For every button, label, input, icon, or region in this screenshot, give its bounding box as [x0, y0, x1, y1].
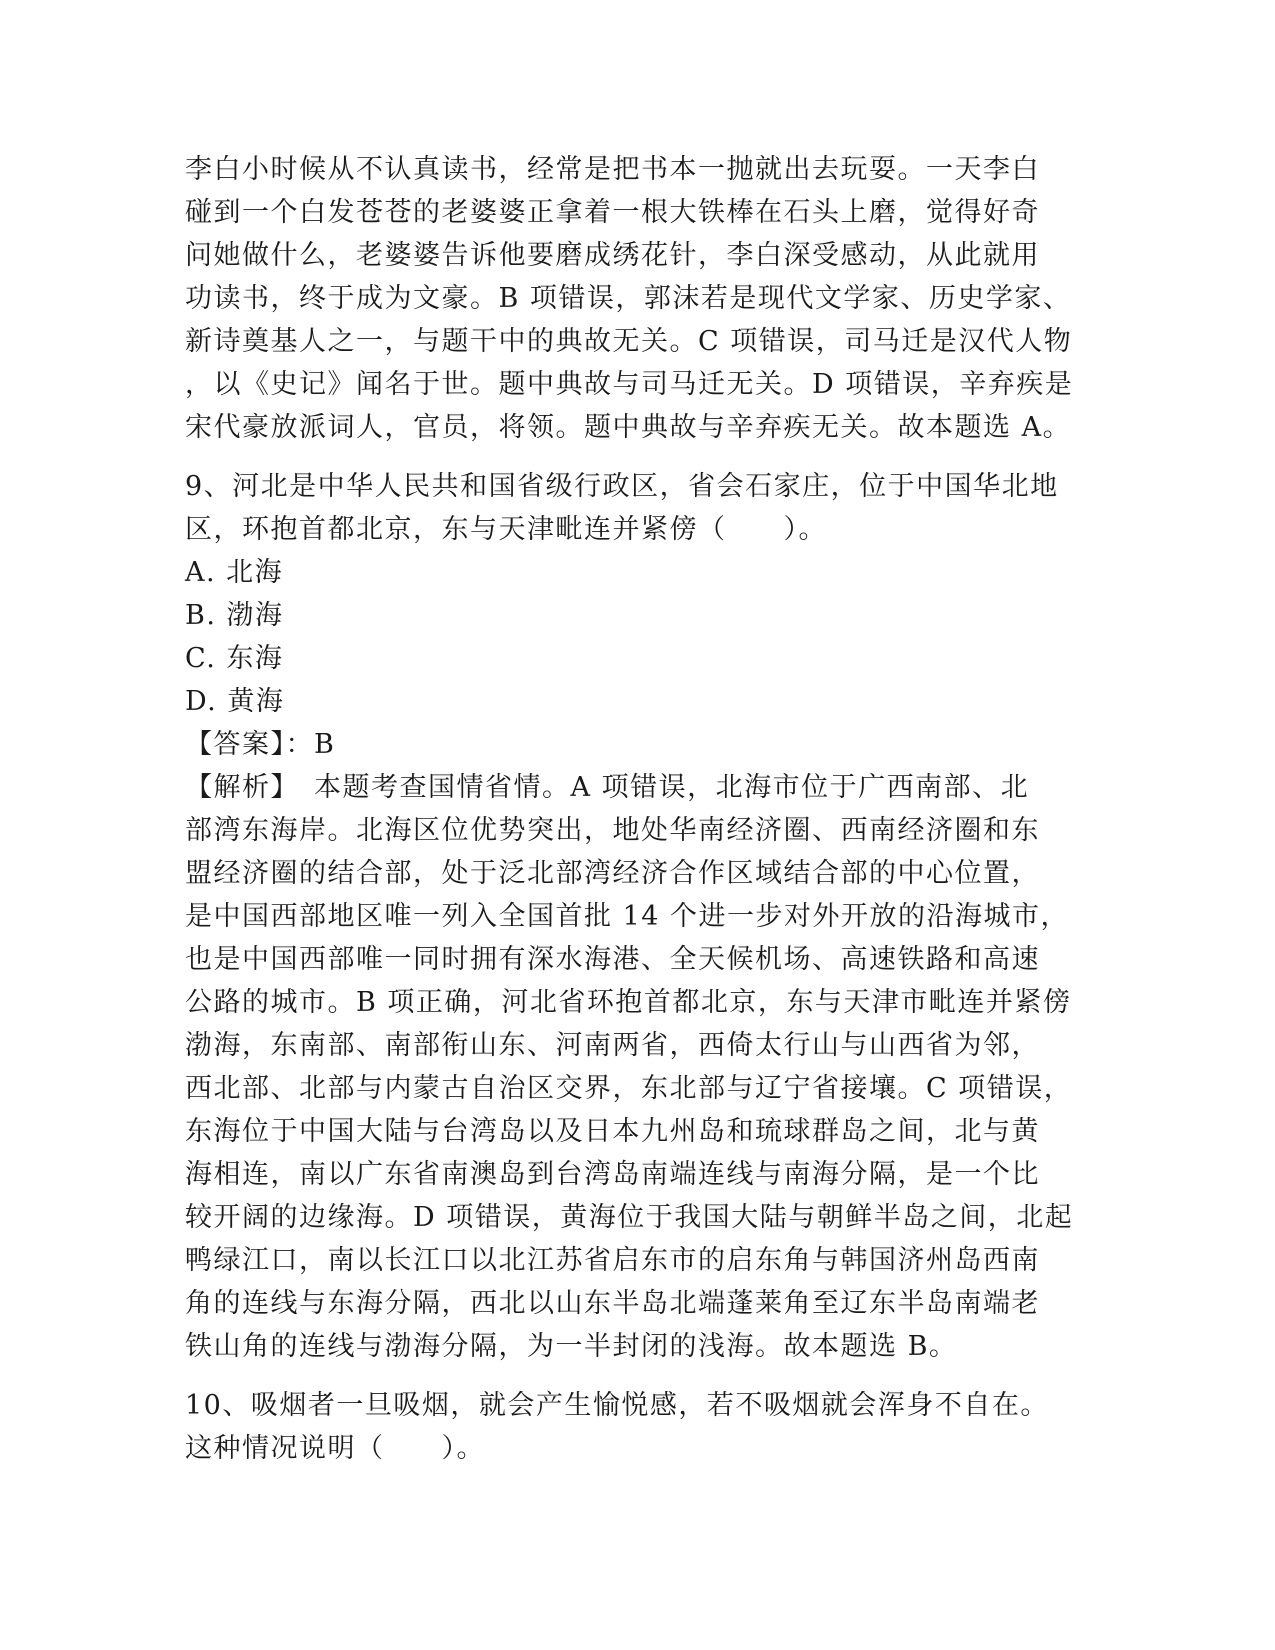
question-stem-line: 10、吸烟者一旦吸烟，就会产生愉悦感，若不吸烟就会浑身不自在。 — [185, 1390, 1049, 1421]
question-stem-line: 区，环抱首都北京，东与天津毗连并紧傍（ ）。 — [185, 514, 827, 545]
text-line: 较开阔的边缘海。D 项错误，黄海位于我国大陆与朝鲜半岛之间，北起 — [185, 1202, 1074, 1233]
text-line: 碰到一个白发苍苍的老婆婆正拿着一根大铁棒在石头上磨，觉得好奇 — [185, 197, 1040, 228]
text-line: 【解析】 本题考查国情省情。A 项错误，北海市位于广西南部、北 — [185, 772, 1030, 803]
option-c: C. 东海 — [185, 643, 284, 674]
question-10 — [185, 1384, 1085, 1470]
text-line: ，以《史记》闻名于世。题中典故与司马迁无关。D 项错误，辛弃疾是 — [185, 369, 1074, 400]
option-b: B. 渤海 — [185, 600, 284, 631]
text-line: 东海位于中国大陆与台湾岛以及日本九州岛和琉球群岛之间，北与黄 — [185, 1116, 1040, 1147]
spacer — [185, 1368, 1085, 1384]
explanation — [185, 766, 1085, 1368]
answer-label: 【答案】：B — [185, 729, 336, 760]
question-9 — [185, 465, 1085, 1368]
text-line: 宋代豪放派词人，官员，将领。题中典故与辛弃疾无关。故本题选 A。 — [185, 412, 1072, 443]
text-line: 西北部、北部与内蒙古自治区交界，东北部与辽宁省接壤。C 项错误， — [185, 1073, 1073, 1104]
option-a: A. 北海 — [185, 557, 284, 588]
text-line: 李白小时候从不认真读书，经常是把书本一抛就出去玩耍。一天李白 — [185, 154, 1040, 185]
text-line: 是中国西部地区唯一列入全国首批 14 个进一步对外开放的沿海城市， — [185, 901, 1070, 932]
text-line: 盟经济圈的结合部，处于泛北部湾经济合作区域结合部的中心位置， — [185, 858, 1040, 889]
question-stem-line: 9、河北是中华人民共和国省级行政区，省会石家庄，位于中国华北地 — [185, 471, 1059, 502]
text-line: 渤海，东南部、南部衔山东、河南两省，西倚太行山与山西省为邻， — [185, 1030, 1040, 1061]
text-line: 海相连，南以广东省南澳岛到台湾岛南端连线与南海分隔，是一个比 — [185, 1159, 1040, 1190]
question-stem-line: 这种情况说明（ ）。 — [185, 1433, 485, 1464]
text-line: 新诗奠基人之一，与题干中的典故无关。C 项错误，司马迁是汉代人物 — [185, 326, 1073, 357]
spacer — [185, 449, 1085, 465]
text-line: 部湾东海岸。北海区位优势突出，地处华南经济圈、西南经济圈和东 — [185, 815, 1040, 846]
text-line: 问她做什么，老婆婆告诉他要磨成绣花针，李白深受感动，从此就用 — [185, 240, 1040, 271]
text-line: 公路的城市。B 项正确，河北省环抱首都北京，东与天津市毗连并紧傍 — [185, 987, 1072, 1018]
previous-explanation — [185, 148, 1085, 449]
text-line: 铁山角的连线与渤海分隔，为一半封闭的浅海。故本题选 B。 — [185, 1331, 958, 1362]
text-line: 也是中国西部唯一同时拥有深水海港、全天候机场、高速铁路和高速 — [185, 944, 1040, 975]
text-line: 功读书，终于成为文豪。B 项错误，郭沫若是现代文学家、历史学家、 — [185, 283, 1072, 314]
text-line: 鸭绿江口，南以长江口以北江苏省启东市的启东角与韩国济州岛西南 — [185, 1245, 1040, 1276]
document-page — [185, 148, 1085, 1470]
option-d: D. 黄海 — [185, 686, 285, 717]
text-line: 角的连线与东海分隔，西北以山东半岛北端蓬莱角至辽东半岛南端老 — [185, 1288, 1040, 1319]
